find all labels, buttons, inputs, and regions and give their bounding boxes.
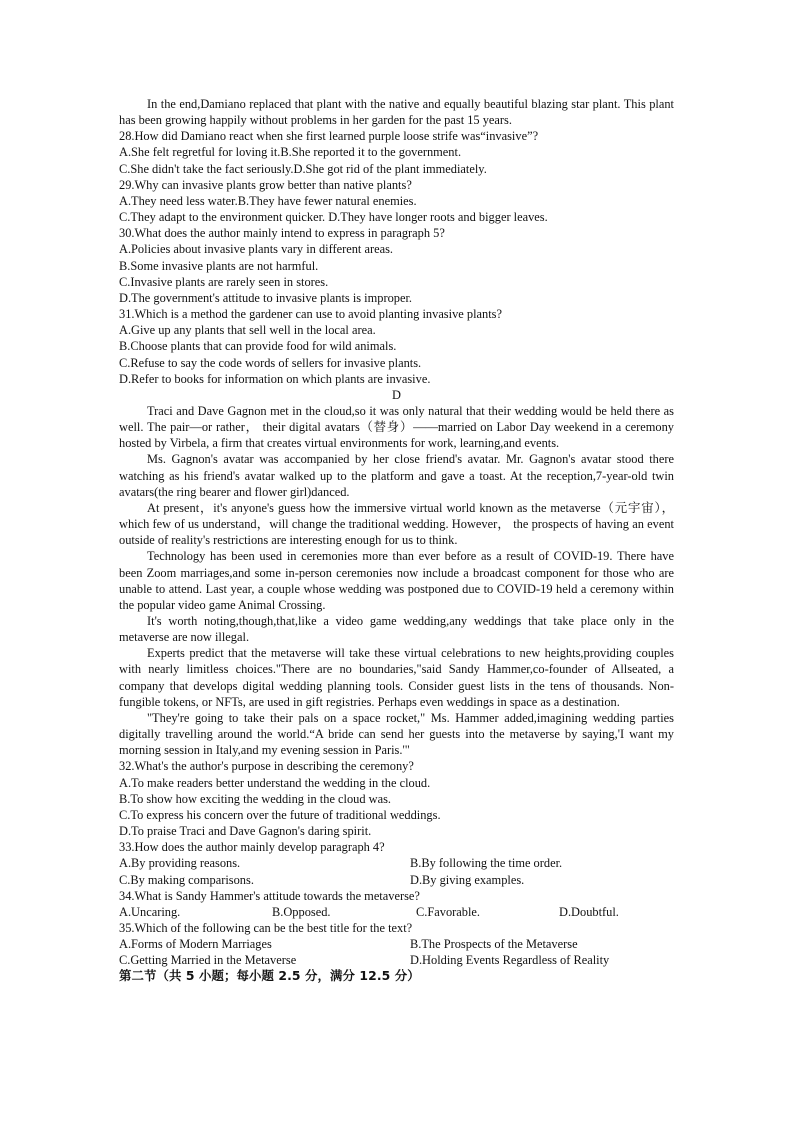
question-30-stem: 30.What does the author mainly intend to express in paragraph 5? (119, 226, 445, 241)
question-31-stem: 31.Which is a method the gardener can use to avoid planting invasive plants? (119, 307, 502, 322)
question-33-stem: 33.How does the author mainly develop paragraph 4? (119, 840, 385, 855)
question-33-option-b: B.By following the time order. (410, 856, 563, 871)
question-33-options-row-1 (119, 855, 674, 871)
question-32-option-d: D.To praise Traci and Dave Gagnon's daring spirit. (119, 824, 372, 839)
question-30-option-b: B.Some invasive plants are not harmful. (119, 258, 319, 273)
question-33-option-a: A.By providing reasons. (119, 856, 241, 871)
question-35-options-row-1 (119, 936, 674, 952)
question-30-option-a: A.Policies about invasive plants vary in different areas. (119, 242, 394, 257)
passage-d-label: D (392, 387, 401, 402)
question-30-option-c: C.Invasive plants are rarely seen in stores. (119, 274, 329, 289)
question-33-option-d: D.By giving examples. (410, 872, 525, 887)
question-35-option-d: D.Holding Events Regardless of Reality (410, 953, 610, 968)
passage-d-paragraph-4: Technology has been used in ceremonies more than ever before as a result of COVID-19. There have been Zoom marriages,and some in-person ceremonies now include a broadcast component for those who are unable to attend. Last year, a couple whose wedding was postponed due to COVID-19 held a ceremony within the popular video game Animal Crossing. (119, 549, 674, 612)
passage-d-paragraph-6: Experts predict that the metaverse will take these virtual celebrations to new heights,providing couples with nearly limitless choices."There are no boundaries,"said Sandy Hammer,co-founder of Allseated, a company that develops digital wedding planning tools. Consider guest lists in the tens of thousands. Non-fungible tokens, or NFTs, are used in gift registries. Perhaps even weddings in space as a destination. (119, 646, 674, 709)
question-35-stem: 35.Which of the following can be the best title for the text? (119, 920, 413, 935)
question-33-option-c: C.By making comparisons. (119, 872, 254, 887)
question-31-option-a: A.Give up any plants that sell well in the local area. (119, 323, 376, 338)
question-32-option-b: B.To show how exciting the wedding in the cloud was. (119, 791, 392, 806)
question-33-options-row-2 (119, 872, 674, 888)
passage-d-paragraph-3: At present，it's anyone's guess how the immersive virtual world known as the metaverse（元宇宙），which few of us understand，will change the traditional wedding. However， the prospects of having an event outside of reality's restrictions are interesting enough for us to think. (119, 500, 674, 548)
question-34-option-c: C.Favorable. (416, 904, 481, 919)
question-34-option-b: B.Opposed. (272, 904, 331, 919)
question-30-option-d: D.The government's attitude to invasive plants is improper. (119, 290, 413, 305)
question-35-option-c: C.Getting Married in the Metaverse (119, 953, 297, 968)
question-32-option-c: C.To express his concern over the future of traditional weddings. (119, 807, 441, 822)
question-34-stem: 34.What is Sandy Hammer's attitude towards the metaverse? (119, 888, 420, 903)
question-28-options-cd: C.She didn't take the fact seriously.D.She got rid of the plant immediately. (119, 161, 487, 176)
question-29-options-cd: C.They adapt to the environment quicker. D.They have longer roots and bigger leaves. (119, 210, 548, 225)
passage-d-paragraph-1: Traci and Dave Gagnon met in the cloud,so it was only natural that their wedding would be held there as well. The pair—or rather， their digital avatars（替身）——married on Labor Day weekend in a ceremony hosted by Virbela, a firm that creates virtual environments for work, learning,and events. (119, 403, 674, 451)
question-31-option-b: B.Choose plants that can provide food for wild animals. (119, 339, 397, 354)
question-29-stem: 29.Why can invasive plants grow better than native plants? (119, 177, 412, 192)
question-32-stem: 32.What's the author's purpose in describing the ceremony? (119, 759, 414, 774)
question-29-options-ab: A.They need less water.B.They have fewer natural enemies. (119, 193, 417, 208)
passage-c-final-paragraph: In the end,Damiano replaced that plant with the native and equally beautiful blazing star plant. This plant has been growing happily without problems in her garden for the past 15 years. (119, 97, 674, 128)
question-31-option-c: C.Refuse to say the code words of sellers for invasive plants. (119, 355, 422, 370)
question-34-options-row (119, 904, 674, 920)
question-35-option-b: B.The Prospects of the Metaverse (410, 937, 578, 952)
question-34-option-a: A.Uncaring. (119, 904, 181, 919)
passage-d-paragraph-7: "They're going to take their pals on a space rocket," Ms. Hammer added,imagining wedding parties digitally travelling around the world.“A bride can send her guests into the metaverse by saying,'I want my morning session in Italy,and my evening session in Paris.'" (119, 710, 674, 758)
question-35-option-a: A.Forms of Modern Marriages (119, 937, 272, 952)
question-31-option-d: D.Refer to books for information on which plants are invasive. (119, 371, 431, 386)
passage-d-paragraph-2: Ms. Gagnon's avatar was accompanied by her close friend's avatar. Mr. Gagnon's avatar stood there watching as his friend's avatar walked up to the platform and gave a toast. At the reception,7-year-old twin avatars(the ring bearer and flower girl)danced. (119, 452, 674, 499)
question-32-option-a: A.To make readers better understand the wedding in the cloud. (119, 775, 431, 790)
question-28-options-ab: A.She felt regretful for loving it.B.She reported it to the government. (119, 145, 462, 160)
question-28-stem: 28.How did Damiano react when she first learned purple loose strife was“invasive”? (119, 129, 539, 144)
section-2-heading: 第二节（共 5 小题；每小题 2.5 分，满分 12.5 分） (119, 968, 420, 984)
question-35-options-row-2 (119, 952, 674, 968)
question-34-option-d: D.Doubtful. (559, 904, 619, 919)
passage-d-paragraph-5: It's worth noting,though,that,like a video game wedding,any weddings that take place only in the metaverse are now illegal. (119, 614, 674, 645)
